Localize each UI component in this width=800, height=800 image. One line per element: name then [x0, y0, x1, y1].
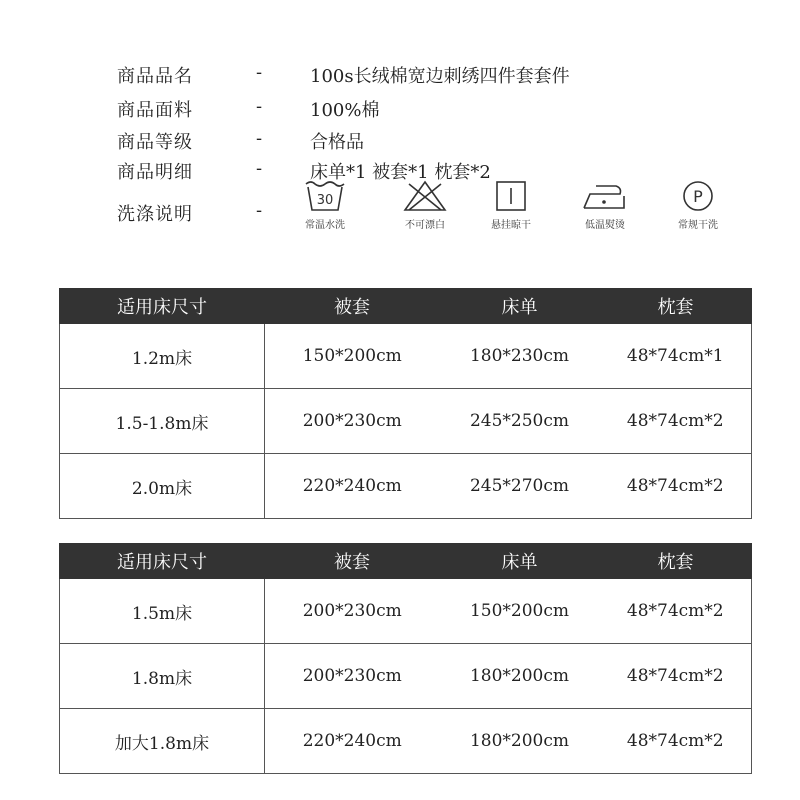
cell-duvet: 200*230cm	[265, 389, 440, 454]
cell-sheet: 180*200cm	[440, 709, 600, 774]
care-icons	[0, 180, 800, 240]
care-caption: 常规干洗	[678, 220, 718, 231]
cell-duvet: 150*200cm	[265, 324, 440, 389]
header-bed-size: 适用床尺寸	[60, 289, 265, 324]
cell-sheet: 245*270cm	[440, 454, 600, 519]
cell-duvet: 220*240cm	[265, 454, 440, 519]
size-table-1	[59, 288, 752, 519]
table-row	[60, 644, 752, 709]
header-sheet: 床单	[440, 289, 600, 324]
cell-sheet: 180*230cm	[440, 324, 600, 389]
header-sheet: 床单	[440, 544, 600, 579]
info-label: 商品等级	[117, 132, 193, 153]
cell-bed-size: 加大1.8m床	[60, 709, 265, 774]
cell-bed-size: 1.5m床	[60, 579, 265, 644]
no-bleach-icon	[403, 180, 447, 212]
info-dash: -	[256, 128, 263, 149]
table-row	[60, 709, 752, 774]
cell-sheet: 180*200cm	[440, 644, 600, 709]
info-dash: -	[256, 158, 263, 179]
cell-pillowcase: 48*74cm*2	[600, 389, 752, 454]
dry-clean-letter: P	[693, 187, 703, 206]
cell-sheet: 150*200cm	[440, 579, 600, 644]
wash-temp: 30	[316, 193, 334, 208]
info-row-fabric	[0, 96, 800, 126]
low-iron-icon	[580, 180, 630, 212]
info-dash: -	[256, 62, 263, 83]
header-duvet: 被套	[265, 544, 440, 579]
cell-pillowcase: 48*74cm*2	[600, 644, 752, 709]
table-row	[60, 454, 752, 519]
cell-duvet: 200*230cm	[265, 579, 440, 644]
info-value: 100%棉	[310, 100, 380, 121]
table-header-row	[60, 289, 752, 324]
info-value: 100s长绒棉宽边刺绣四件套套件	[310, 66, 570, 87]
header-pillowcase: 枕套	[600, 544, 752, 579]
info-label: 商品品名	[117, 66, 193, 87]
info-dash: -	[256, 96, 263, 117]
header-bed-size: 适用床尺寸	[60, 544, 265, 579]
hang-dry-icon	[489, 180, 533, 212]
cell-bed-size: 1.2m床	[60, 324, 265, 389]
care-item-iron	[565, 180, 645, 231]
info-label: 商品明细	[117, 162, 193, 183]
header-pillowcase: 枕套	[600, 289, 752, 324]
cell-bed-size: 1.8m床	[60, 644, 265, 709]
cell-bed-size: 1.5-1.8m床	[60, 389, 265, 454]
cell-pillowcase: 48*74cm*2	[600, 709, 752, 774]
cell-pillowcase: 48*74cm*2	[600, 454, 752, 519]
table-row	[60, 579, 752, 644]
info-label: 商品面料	[117, 100, 193, 121]
table-row	[60, 389, 752, 454]
care-label: 洗涤说明	[117, 204, 193, 225]
dry-clean-icon	[676, 180, 720, 212]
care-item-dry	[471, 180, 551, 231]
info-row-grade	[0, 128, 800, 158]
cell-sheet: 245*250cm	[440, 389, 600, 454]
cell-bed-size: 2.0m床	[60, 454, 265, 519]
table-row	[60, 324, 752, 389]
care-caption: 常温水洗	[305, 220, 345, 231]
care-caption: 悬挂晾干	[491, 220, 531, 231]
info-row-name	[0, 62, 800, 92]
care-caption: 不可漂白	[405, 220, 445, 231]
wash-30-icon	[303, 180, 347, 212]
cell-pillowcase: 48*74cm*1	[600, 324, 752, 389]
care-item-dryclean	[658, 180, 738, 231]
cell-pillowcase: 48*74cm*2	[600, 579, 752, 644]
care-item-bleach	[385, 180, 465, 231]
care-item-wash	[285, 180, 365, 231]
cell-duvet: 200*230cm	[265, 644, 440, 709]
care-caption: 低温熨烫	[585, 220, 625, 231]
cell-duvet: 220*240cm	[265, 709, 440, 774]
info-value: 床单*1 被套*1 枕套*2	[310, 162, 491, 183]
size-table-2	[59, 543, 752, 774]
table-header-row	[60, 544, 752, 579]
care-dash: -	[256, 200, 263, 221]
header-duvet: 被套	[265, 289, 440, 324]
info-value: 合格品	[310, 132, 364, 153]
